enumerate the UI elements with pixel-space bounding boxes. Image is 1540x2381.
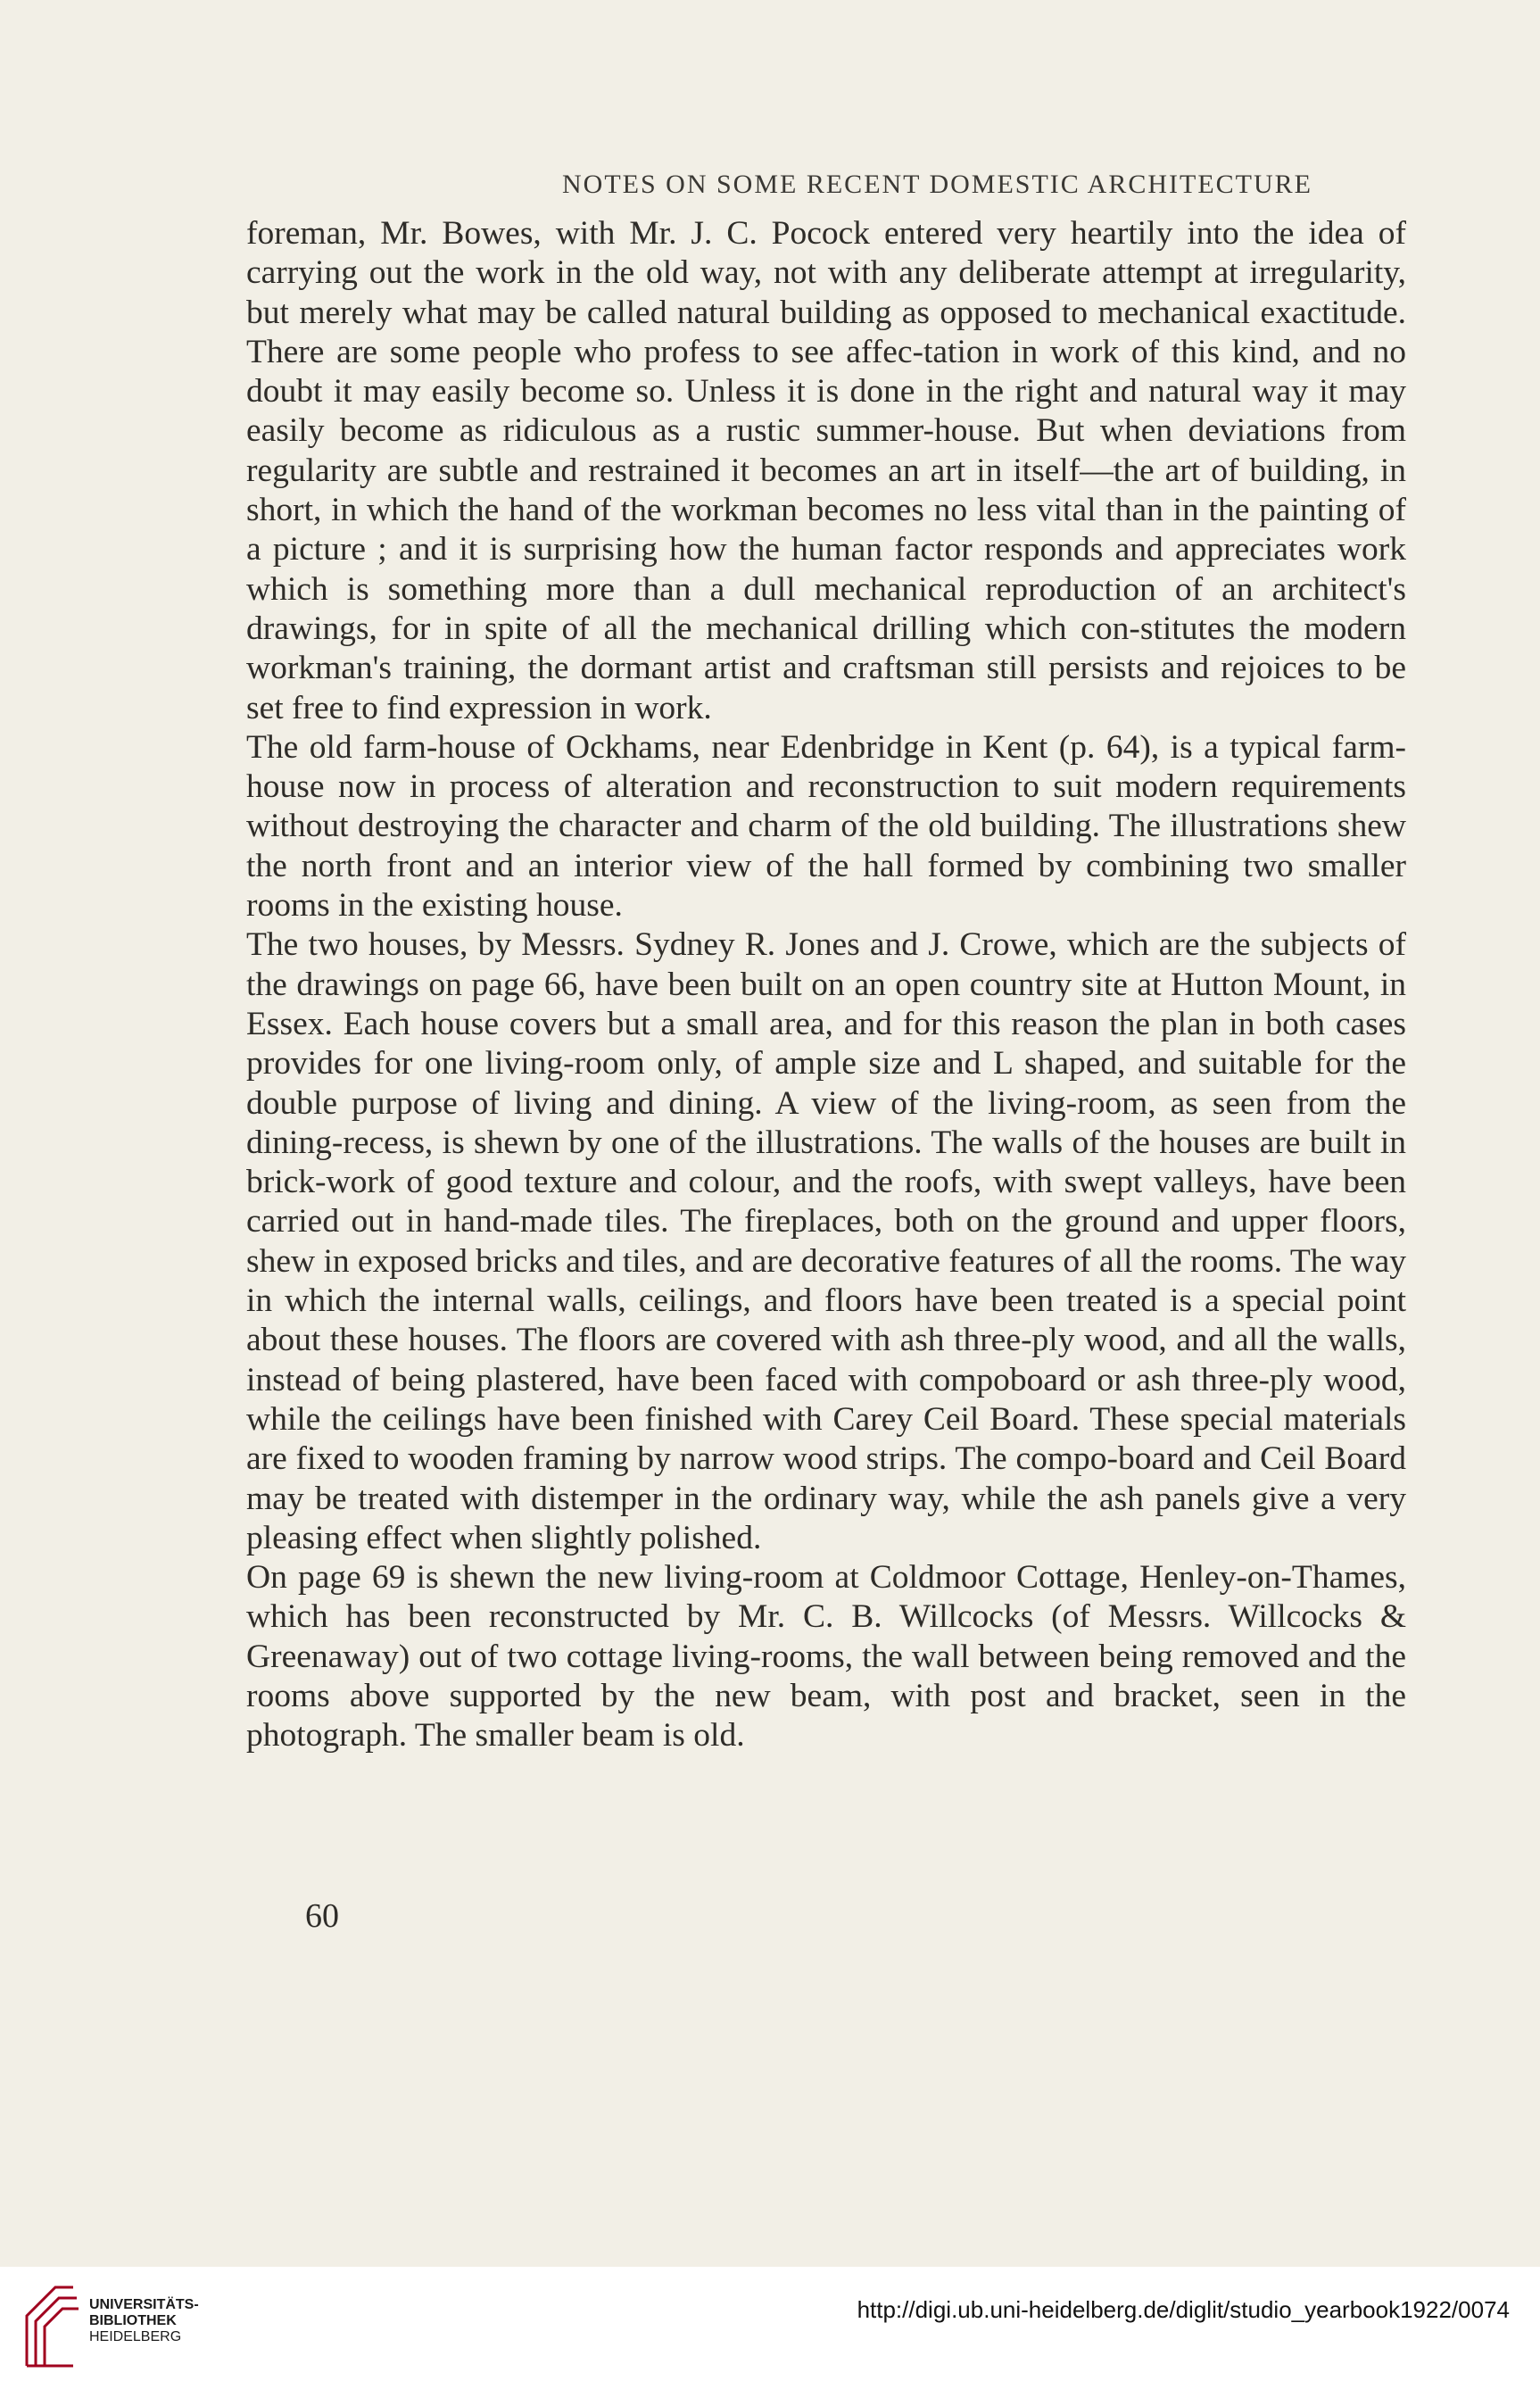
library-name <box>89 2297 199 2345</box>
page-number: 60 <box>305 1897 339 1935</box>
paragraph-4: On page 69 is shewn the new living-room at Coldmoor Cottage, Henley-on-Thames, which has been reconstructed by Mr. C. B. Willcocks (of Messrs. Willcocks & Greenaway) out of two cottage living-rooms, the wall between being removed and the rooms above supported by the new beam, with post and bracket, seen in the photograph. The smaller beam is old. <box>246 1559 1406 1755</box>
body-text <box>246 214 1406 1756</box>
paragraph-3: The two houses, by Messrs. Sydney R. Jones and J. Crowe, which are the subjects of the drawings on page 66, have been built on an open country site at Hutton Mount, in Essex. Each house covers but a small area, and for this reason the plan in both cases provides for one living-room only, of ample size and L shaped, and suitable for the double purpose of living and dining. A view of the living-room, as seen from the dining-recess, is shewn by one of the illustrations. The walls of the houses are built in brick-work of good texture and colour, and the roofs, with swept valleys, have been carried out in hand-made tiles. The fireplaces, both on the ground and upper floors, shew in exposed bricks and tiles, and are decorative features of all the rooms. The way in which the internal walls, ceilings, and floors have been treated is a special point about these houses. The floors are covered with ash three-ply wood, and all the walls, instead of being plastered, have been faced with compoboard or ash three-ply wood, while the ceilings have been finished with Carey Ceil Board. These special materials are fixed to wooden framing by narrow wood strips. The compo-board and Ceil Board may be treated with distemper in the ordinary way, while the ash panels give a very pleasing effect when slightly polished. <box>246 926 1406 1556</box>
library-name-line-3: HEIDELBERG <box>89 2329 182 2344</box>
library-logo-icon <box>20 2280 82 2369</box>
paragraph-2: The old farm-house of Ockhams, near Edenbridge in Kent (p. 64), is a typical farm-house now in process of alteration and reconstruction to suit modern requirements without destroying the character and charm of the old building. The illustrations shew the north front and an interior view of the hall formed by combining two smaller rooms in the existing house. <box>246 728 1406 925</box>
footer-bar <box>0 2267 1540 2381</box>
library-name-line-2: BIBLIOTHEK <box>89 2313 177 2328</box>
paragraph-1: foreman, Mr. Bowes, with Mr. J. C. Pocock entered very heartily into the idea of carrying out the work in the old way, not with any deliberate attempt at irregularity, but merely what may be called natural building as opposed to mechanical exactitude. There are some people who profess to see affec-tation in work of this kind, and no doubt it may easily become so. Unless it is done in the right and natural way it may easily become as ridiculous as a rustic summer-house. But when deviations from regularity are subtle and restrained it becomes an art in itself—the art of building, in short, in which the hand of the workman becomes no less vital than in the painting of a picture ; and it is surprising how the human factor responds and appreciates work which is something more than a dull mechanical reproduction of an architect's drawings, for in spite of all the mechanical drilling which con-stitutes the modern workman's training, the dormant artist and craftsman still persists and rejoices to be set free to find expression in work. <box>246 215 1406 726</box>
library-name-line-1: UNIVERSITÄTS- <box>89 2297 199 2312</box>
permalink-url[interactable]: http://digi.ub.uni-heidelberg.de/diglit/studio_yearbook1922/0074 <box>857 2296 1510 2323</box>
running-head: NOTES ON SOME RECENT DOMESTIC ARCHITECTURE <box>562 170 1312 199</box>
